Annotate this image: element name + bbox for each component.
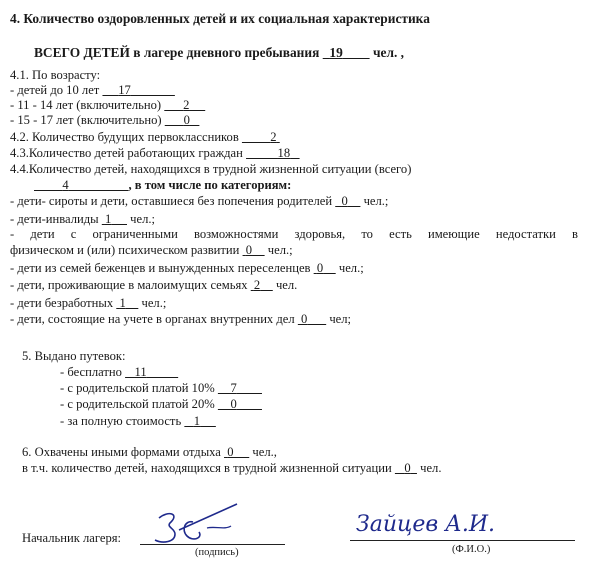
age-row-11-14: - 11 - 14 лет (включительно) 2 xyxy=(10,98,190,112)
handwritten-name xyxy=(350,505,580,545)
age-row-15-17: - 15 - 17 лет (включительно) 0 xyxy=(10,113,190,127)
voucher-free: - бесплатно 11 xyxy=(60,365,147,379)
difficult-label: 4.4.Количество детей, находящихся в трудной жизненной ситуации (всего) xyxy=(10,162,412,176)
voucher-20-percent: - с родительской платой 20% 0 xyxy=(60,397,237,411)
category-unemployed: - дети безработных 1 чел.; xyxy=(10,296,167,310)
first-graders-row: 4.2. Количество будущих первоклассников 2 xyxy=(10,130,277,144)
voucher-10-percent: - с родительской платой 10% 7 xyxy=(60,381,237,395)
total-unit: чел. , xyxy=(372,45,405,60)
category-refugees: - дети из семей беженцев и вынужденных переселенцев 0 чел.; xyxy=(10,261,364,275)
signature-label: Начальник лагеря: xyxy=(22,531,122,545)
category-police-registered: - дети, состоящие на учете в органах внутренних дел 0 чел; xyxy=(10,312,352,326)
section-heading: 4. Количество оздоровленных детей и их социальная характеристика xyxy=(10,11,430,26)
other-forms-difficult-row: в т.ч. количество детей, находящихся в трудной жизненной ситуации 0 чел. xyxy=(22,461,442,475)
total-value: 19 xyxy=(329,45,343,60)
signature-caption: (подпись) xyxy=(195,547,239,558)
working-parents-row: 4.3.Количество детей работающих граждан 18 xyxy=(10,146,291,160)
handwritten-signature xyxy=(145,500,255,550)
difficult-value-row: 4 , в том числе по категориям: xyxy=(62,178,292,192)
category-low-income: - дети, проживающие в малоимущих семьях 2 чел. xyxy=(10,278,298,292)
vouchers-label: 5. Выдано путевок: xyxy=(22,349,126,363)
by-age-label: 4.1. По возрасту: xyxy=(10,68,101,82)
voucher-full-cost: - за полную стоимость 1 xyxy=(60,414,201,428)
total-label: ВСЕГО ДЕТЕЙ в лагере дневного пребывания xyxy=(34,45,320,60)
age-row-under-10: - детей до 10 лет 17 xyxy=(10,83,131,97)
other-forms-row: 6. Охвачены иными формами отдыха 0 чел., xyxy=(22,445,277,459)
category-limited-health-cont: физическом и (или) психическом развитии 0 чел.; xyxy=(10,243,293,257)
category-disabled: - дети-инвалиды 1 чел.; xyxy=(10,212,156,226)
name-caption: (Ф.И.О.) xyxy=(452,544,491,555)
category-limited-health: - дети с ограниченными возможностями здоровья, то есть имеющие недостатки в xyxy=(10,227,578,241)
category-orphans: - дети- сироты и дети, оставшиеся без попечения родителей 0 чел.; xyxy=(10,194,389,208)
svg-text:Зайцев А.И.: Зайцев А.И. xyxy=(356,512,495,537)
total-line xyxy=(34,45,404,60)
